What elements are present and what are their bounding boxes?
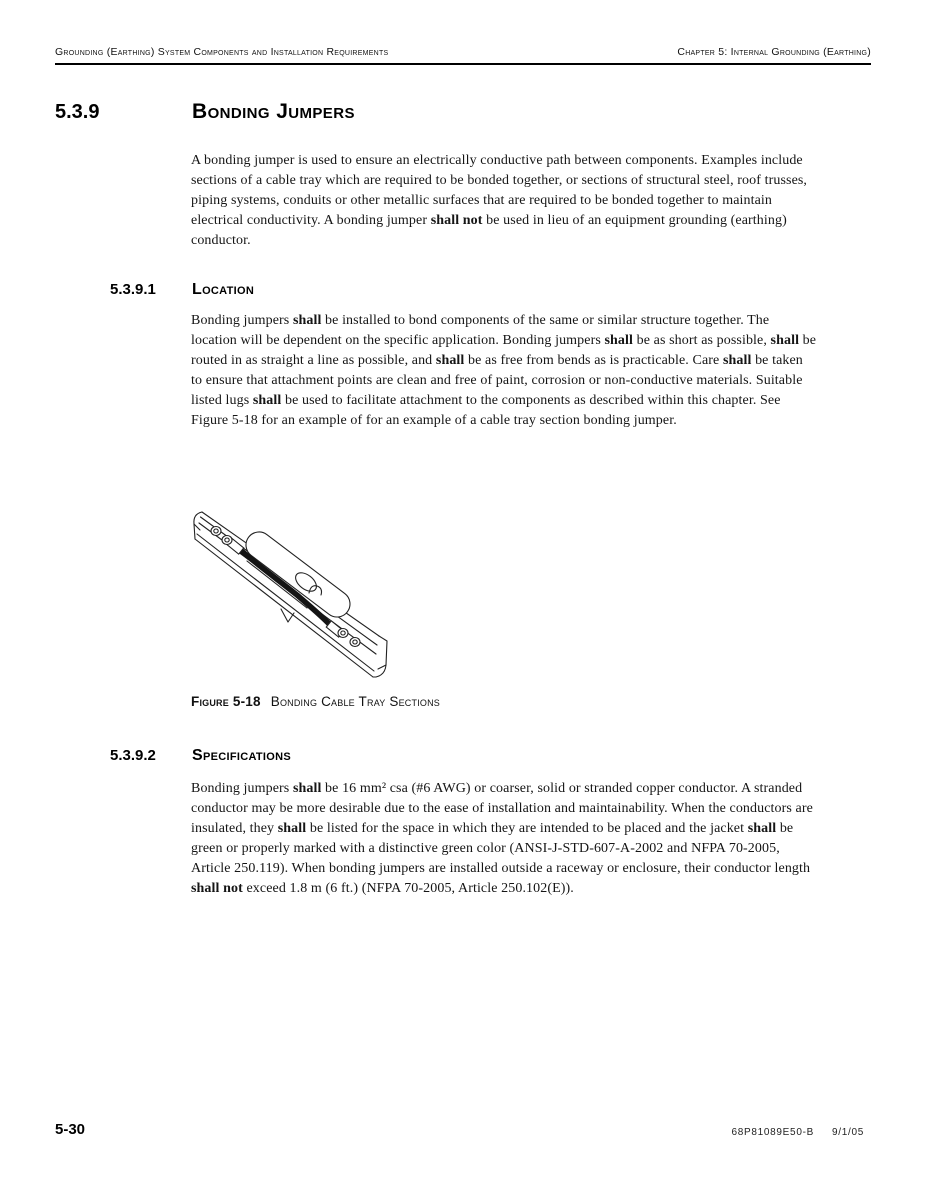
section-title: Bonding Jumpers	[192, 100, 355, 123]
subsection-heading-specifications	[110, 747, 291, 765]
section-heading-5-3-9	[55, 100, 355, 124]
running-header-left: Grounding (Earthing) System Components and Installation Requirements	[55, 46, 389, 58]
running-header	[55, 46, 871, 58]
specifications-paragraph: Bonding jumpers shall be 16 mm² csa (#6 AWG) or coarser, solid or stranded copper conductor. A stranded conductor may be more desirable due to the ease of installation and maintainability. When the conductors are insulated, they shall be listed for the space in which they are intended to be placed and the jacket shall be green or properly marked with a distinctive green color (ANSI-J-STD-607-A-2002 and NFPA 70-2005, Article 250.119). When bonding jumpers are installed outside a raceway or enclosure, their conductor length shall not exceed 1.8 m (6 ft.) (NFPA 70-2005, Article 250.102(E)).	[191, 781, 813, 896]
header-rule	[55, 63, 871, 65]
page-number: 5-30	[55, 1121, 86, 1138]
subsection-number: 5.3.9.2	[110, 747, 156, 764]
figure-caption	[191, 694, 440, 709]
doc-number: 68P81089E50-B	[731, 1127, 814, 1138]
location-paragraph: Bonding jumpers shall be installed to bond components of the same or similar structure together. The location will be dependent on the specific application. Bonding jumpers shall be as short as possible, shall be routed in as straight a line as possible, and shall be as free from bends as is practicable. Care shall be taken to ensure that attachment points are clean and free of paint, corrosion or non-conductive materials. Suitable listed lugs shall be used to facilitate attachment to the components as described within this chapter. See Figure 5-18 for an example of for an example of a cable tray section bonding jumper.	[191, 313, 817, 428]
footer-doc-info	[731, 1127, 864, 1138]
intro-paragraph: A bonding jumper is used to ensure an electrically conductive path between components. Examples include sections of a cable tray which are required to be bonded together, or sections of structural steel, roof trusses, piping systems, conduits or other metallic surfaces that are required to be bonded together to maintain electrical conductivity. A bonding jumper shall not be used in lieu of an equipment grounding (earthing) conductor.	[191, 153, 808, 248]
figure-caption-text: Bonding Cable Tray Sections	[270, 694, 441, 709]
subsection-number: 5.3.9.1	[110, 281, 156, 298]
figure-5-18	[189, 487, 395, 684]
subsection-title: Location	[192, 281, 255, 298]
doc-date: 9/1/05	[831, 1127, 864, 1138]
subsection-heading-location	[110, 281, 254, 299]
figure-label: Figure 5-18	[191, 694, 261, 709]
running-header-right: Chapter 5: Internal Grounding (Earthing)	[677, 46, 871, 58]
section-number: 5.3.9	[55, 101, 100, 123]
subsection-title: Specifications	[192, 747, 292, 764]
cable-tray-drawing	[189, 487, 395, 684]
